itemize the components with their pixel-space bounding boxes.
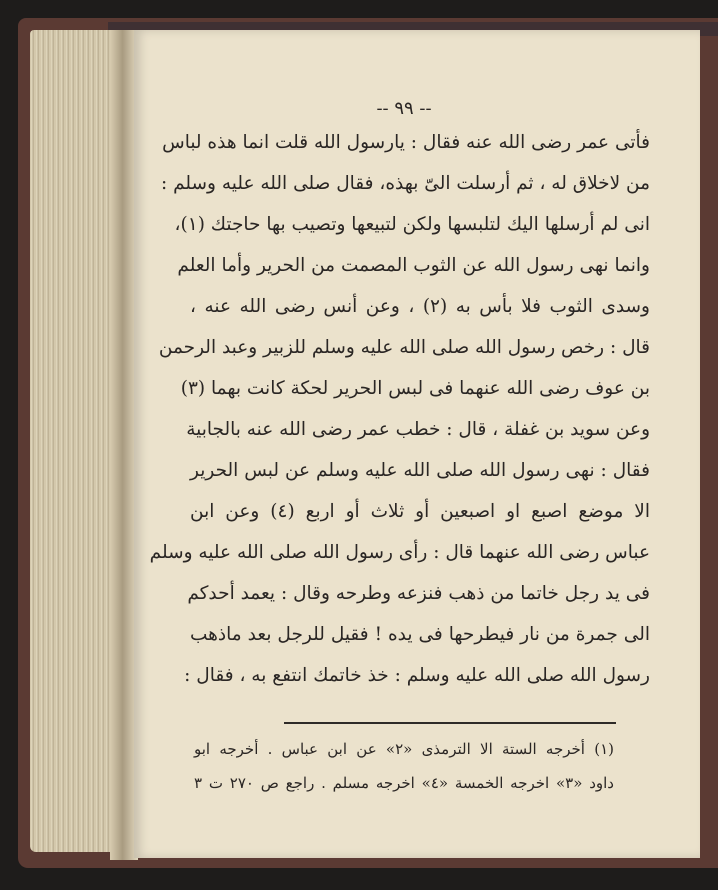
book-page [134, 30, 700, 858]
text-line-9: فقال : نهى رسول الله صلى الله عليه وسلم عن لبس الحرير [190, 460, 650, 481]
page-number: -- ٩٩ -- [376, 98, 432, 119]
text-line-5: وسدى الثوب فلا بأس به (٢) ، وعن أنس رضى الله عنه ، [190, 296, 650, 317]
text-line-7: بن عوف رضى الله عنهما فى لبس الحرير لحكة كانت بهما (٣) [180, 378, 650, 399]
text-line-12: فى يد رجل خاتما من ذهب فنزعه وطرحه وقال : يعمد أحدكم [187, 583, 650, 604]
body-text [149, 122, 650, 696]
text-line-8: وعن سويد بن غفلة ، قال : خطب عمر رضى الله عنه بالجابية [186, 419, 650, 440]
text-line-14: رسول الله صلى الله عليه وسلم : خذ خاتمك انتفع به ، فقال : [184, 665, 650, 686]
text-line-1: فأتى عمر رضى الله عنه فقال : يارسول الله قلت انما هذه لباس [162, 132, 650, 153]
text-line-6: قال : رخص رسول الله صلى الله عليه وسلم للزبير وعبد الرحمن [158, 337, 650, 358]
text-line-10: الا موضع اصبع او اصبعين أو ثلاث أو اربع (٤) وعن ابن [190, 501, 650, 522]
footnote-rule [284, 722, 616, 724]
text-line-3: انى لم أرسلها اليك لتلبسها ولكن لتبيعها وتصيب بها حاجتك (١)، [174, 214, 650, 235]
footnote-line-1: (١) أخرجه الستة الا الترمذى «٢» عن ابن عباس . أخرجه ابو [194, 740, 614, 758]
footnote-line-2: داود «٣» اخرجه الخمسة «٤» اخرجه مسلم . راجع ص ٢٧٠ ت ٣ [194, 774, 614, 792]
text-line-13: الى جمرة من نار فيطرحها فى يده ! فقيل للرجل بعد ماذهب [190, 624, 650, 645]
text-line-2: من لاخلاق له ، ثم أرسلت الىّ بهذه، فقال صلى الله عليه وسلم : [160, 173, 650, 194]
text-line-11: عباس رضى الله عنهما قال : رأى رسول الله صلى الله عليه وسلم [149, 542, 650, 563]
footnotes [194, 732, 614, 800]
text-line-4: وانما نهى رسول الله عن الثوب المصمت من الحرير وأما العلم [177, 255, 650, 276]
